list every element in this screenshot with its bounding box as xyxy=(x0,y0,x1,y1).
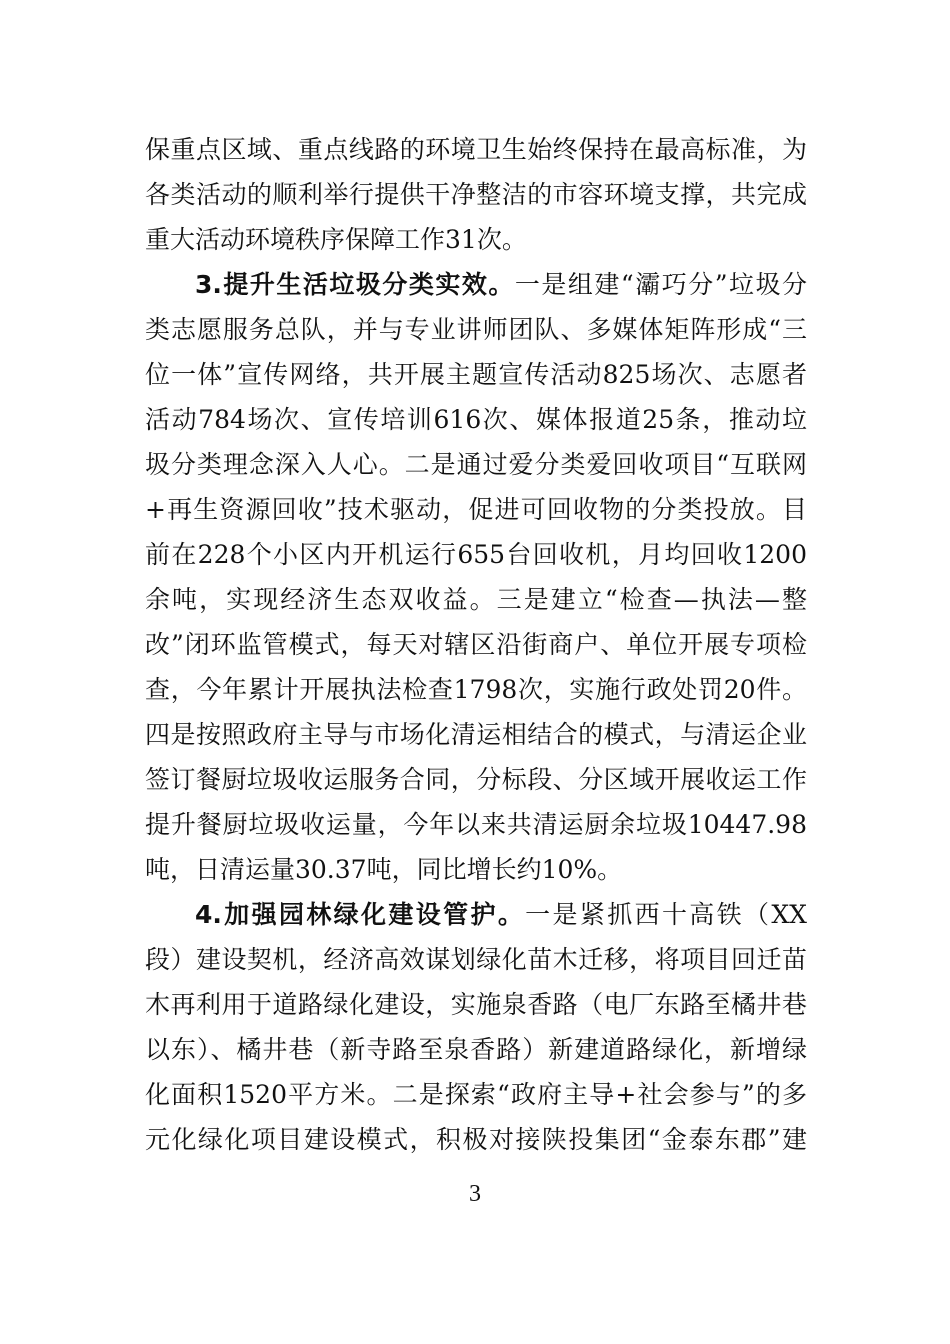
body-line: 前在228个小区内开机运行655台回收机，月均回收1200 xyxy=(145,540,807,569)
section-4-heading: 4.加强园林绿化建设管护。 xyxy=(195,900,526,929)
section-3-text: 一是组建“灞巧分”垃圾分 xyxy=(514,270,807,299)
body-line: 活动784场次、宣传培训616次、媒体报道25条，推动垃 xyxy=(145,405,807,434)
body-line: 木再利用于道路绿化建设，实施泉香路（电厂东路至橘井巷 xyxy=(145,990,807,1019)
body-line: 保重点区域、重点线路的环境卫生始终保持在最高标准，为 xyxy=(145,135,807,164)
body-line: 各类活动的顺利举行提供干净整洁的市容环境支撑，共完成 xyxy=(145,180,807,209)
section-4-text: 一是紧抓西十高铁（XX xyxy=(525,900,807,929)
body-line: 改”闭环监管模式，每天对辖区沿街商户、单位开展专项检 xyxy=(145,630,807,659)
body-line: 签订餐厨垃圾收运服务合同，分标段、分区域开展收运工作 xyxy=(145,765,807,794)
body-line: 余吨，实现经济生态双收益。三是建立“检查—执法—整 xyxy=(145,585,807,614)
body-line: +再生资源回收”技术驱动，促进可回收物的分类投放。目 xyxy=(145,495,807,524)
body-line: 查，今年累计开展执法检查1798次，实施行政处罚20件。 xyxy=(145,675,807,704)
body-line: 类志愿服务总队，并与专业讲师团队、多媒体矩阵形成“三 xyxy=(145,315,807,344)
body-line: 以东）、橘井巷（新寺路至泉香路）新建道路绿化，新增绿 xyxy=(145,1035,807,1064)
body-line: 元化绿化项目建设模式，积极对接陕投集团“金泰东郡”建 xyxy=(145,1125,807,1154)
section-3-heading: 3.提升生活垃圾分类实效。 xyxy=(195,270,515,299)
body-line: 段）建设契机，经济高效谋划绿化苗木迁移，将项目回迁苗 xyxy=(145,945,807,974)
body-line: 重大活动环境秩序保障工作31次。 xyxy=(145,225,527,254)
body-line: 四是按照政府主导与市场化清运相结合的模式，与清运企业 xyxy=(145,720,807,749)
body-line: 圾分类理念深入人心。二是通过爱分类爱回收项目“互联网 xyxy=(145,450,807,479)
body-line: 提升餐厨垃圾收运量，今年以来共清运厨余垃圾10447.98 xyxy=(145,810,807,839)
section-4-first-line xyxy=(195,893,807,937)
body-line: 位一体”宣传网络，共开展主题宣传活动825场次、志愿者 xyxy=(145,360,807,389)
body-line: 化面积1520平方米。二是探索“政府主导+社会参与”的多 xyxy=(145,1080,807,1109)
page-number: 3 xyxy=(469,1181,481,1207)
section-3-first-line xyxy=(195,263,807,307)
body-line: 吨，日清运量30.37吨，同比增长约10%。 xyxy=(145,855,623,884)
